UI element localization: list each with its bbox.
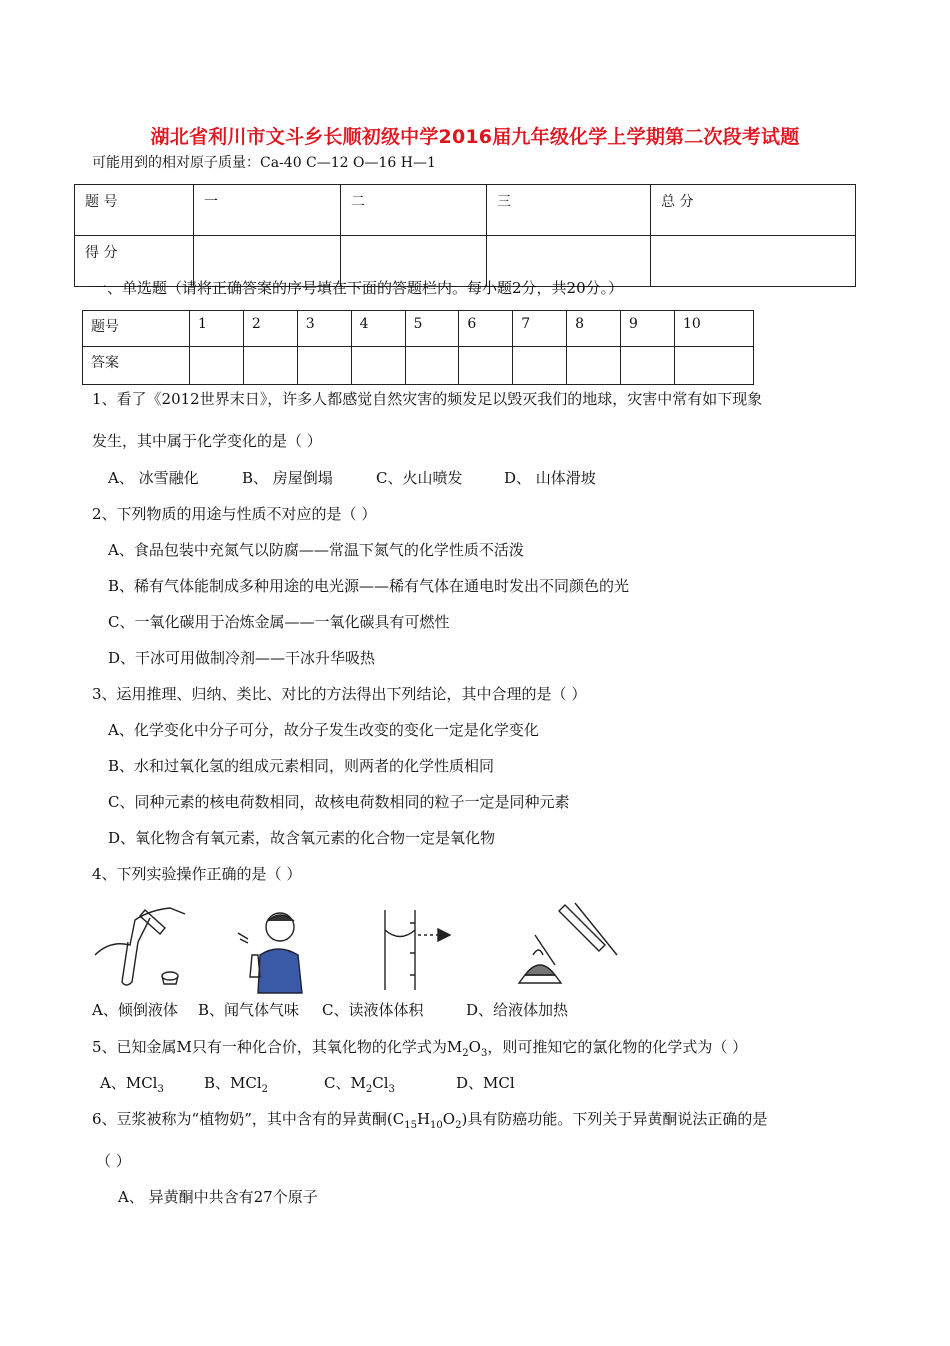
table-row (83, 347, 754, 385)
option-b-text: B、MCl (204, 1074, 262, 1092)
question-5-stem (92, 1036, 747, 1059)
section-heading: 一、单选题（请将正确答案的序号填在下面的答题栏内。每小题2分，共20分。） (92, 279, 624, 297)
option-c[interactable]: C、一氧化碳用于冶炼金属——一氧化碳具有可燃性 (108, 613, 450, 631)
option-d[interactable]: D、氧化物含有氧元素，故含氧元素的化合物一定是氧化物 (108, 829, 496, 847)
table-cell: 二 (341, 185, 487, 236)
question-2-stem: 2、下列物质的用途与性质不对应的是（ ） (92, 505, 377, 523)
question-6-stem (92, 1108, 767, 1131)
q5-stem-pre: 5、已知金属M只有一种化合价，其氧化物的化学式为M (92, 1038, 463, 1056)
option-b[interactable]: B、闻气体气味 (198, 1001, 300, 1019)
answer-input-cell[interactable] (567, 347, 621, 385)
table-cell: 题号 (83, 311, 190, 347)
q6-pre: 6、豆浆被称为“植物奶”，其中含有的异黄酮(C (92, 1110, 405, 1128)
option-c[interactable]: C、读液体体积 (322, 1001, 424, 1019)
option-a[interactable]: A、食品包装中充氮气以防腐——常温下氮气的化学性质不活泼 (108, 541, 524, 559)
table-cell: 2 (243, 311, 297, 347)
question-6-stem-cont: （ ） (96, 1152, 131, 1170)
q6-m: O (442, 1110, 456, 1128)
q6-m: H (416, 1110, 431, 1128)
option-d[interactable]: D、 山体滑坡 (504, 469, 596, 487)
table-cell: 总 分 (651, 185, 856, 236)
option-c[interactable] (324, 1072, 456, 1095)
smell-gas-figure (230, 905, 320, 995)
option-c-text: C、M (324, 1074, 366, 1092)
q5-sub: 2 (462, 1048, 469, 1059)
pour-liquid-figure (90, 900, 200, 990)
answer-input-cell[interactable] (243, 347, 297, 385)
option-c-sub: 2 (365, 1084, 373, 1095)
option-b-sub: 2 (261, 1084, 269, 1095)
question-1-stem-cont: 发生，其中属于化学变化的是（ ） (92, 432, 322, 450)
option-d[interactable]: D、MCl (456, 1074, 515, 1092)
answer-input-cell[interactable] (297, 347, 351, 385)
question-1-stem: 1、看了《2012世界末日》，许多人都感觉自然灾害的频发足以毁灭我们的地球，灾害中常有如下现象 (92, 390, 763, 408)
table-cell: 三 (487, 185, 651, 236)
option-a[interactable] (100, 1072, 204, 1095)
answer-input-cell[interactable] (621, 347, 675, 385)
answer-table (82, 310, 754, 385)
q6-sub: 2 (455, 1120, 462, 1131)
question-4-stem: 4、下列实验操作正确的是（ ） (92, 865, 302, 883)
table-cell: 5 (405, 311, 459, 347)
table-row (75, 185, 856, 236)
read-volume-figure (370, 905, 460, 995)
answer-input-cell[interactable] (190, 347, 244, 385)
q6-sub: 15 (404, 1120, 417, 1131)
table-cell: 得 分 (75, 236, 194, 287)
option-a[interactable]: A、 异黄酮中共含有27个原子 (118, 1188, 318, 1206)
table-cell: 答案 (83, 347, 190, 385)
table-cell: 题 号 (75, 185, 194, 236)
atomic-mass-line: 可能用到的相对原子质量：Ca-40 C—12 O—16 H—1 (92, 155, 436, 171)
table-cell: 3 (297, 311, 351, 347)
option-d[interactable]: D、给液体加热 (466, 1001, 569, 1019)
q6-post: )具有防癌功能。下列关于异黄酮说法正确的是 (461, 1110, 768, 1128)
answer-input-cell[interactable] (351, 347, 405, 385)
table-cell: 1 (190, 311, 244, 347)
question-5-options (100, 1072, 515, 1095)
table-row (83, 311, 754, 347)
page-title: 湖北省利川市文斗乡长顺初级中学2016届九年级化学上学期第二次段考试题 (150, 126, 800, 148)
table-cell: 6 (459, 311, 513, 347)
q5-stem-post: ，则可推知它的氯化物的化学式为（ ） (487, 1038, 748, 1056)
option-b[interactable]: B、 房屋倒塌 (242, 469, 333, 487)
option-b[interactable] (204, 1072, 324, 1095)
answer-input-cell[interactable] (513, 347, 567, 385)
q5-sub: 3 (480, 1048, 488, 1059)
q5-mid: O (468, 1038, 481, 1056)
question-3-stem: 3、运用推理、归纳、类比、对比的方法得出下列结论，其中合理的是（ ） (92, 685, 587, 703)
option-a-text: A、MCl (100, 1074, 158, 1092)
option-b[interactable]: B、稀有气体能制成多种用途的电光源——稀有气体在通电时发出不同颜色的光 (108, 577, 630, 595)
heat-liquid-figure (505, 895, 625, 995)
option-a[interactable]: A、倾倒液体 (92, 1001, 178, 1019)
table-cell: 7 (513, 311, 567, 347)
table-cell: 4 (351, 311, 405, 347)
option-c[interactable]: C、同种元素的核电荷数相同，故核电荷数相同的粒子一定是同种元素 (108, 793, 570, 811)
table-cell: 9 (621, 311, 675, 347)
q6-sub: 10 (430, 1120, 443, 1131)
table-cell: 一 (194, 185, 341, 236)
option-a[interactable]: A、化学变化中分子可分，故分子发生改变的变化一定是化学变化 (108, 721, 539, 739)
option-d[interactable]: D、干冰可用做制冷剂——干冰升华吸热 (108, 649, 376, 667)
option-a[interactable]: A、 冰雪融化 (108, 469, 199, 487)
option-a-sub: 3 (157, 1084, 164, 1095)
question-1-options (108, 467, 596, 488)
question-4-options (92, 999, 568, 1020)
answer-input-cell[interactable] (459, 347, 513, 385)
score-table (74, 184, 856, 287)
answer-input-cell[interactable] (405, 347, 459, 385)
option-c-mid: Cl (372, 1074, 389, 1092)
option-c-sub: 3 (388, 1084, 395, 1095)
option-b[interactable]: B、水和过氧化氢的组成元素相同，则两者的化学性质相同 (108, 757, 495, 775)
table-cell: 10 (675, 311, 754, 347)
option-c[interactable]: C、火山喷发 (376, 469, 463, 487)
table-cell: 8 (567, 311, 621, 347)
score-input-cell[interactable] (651, 236, 856, 287)
answer-input-cell[interactable] (675, 347, 754, 385)
